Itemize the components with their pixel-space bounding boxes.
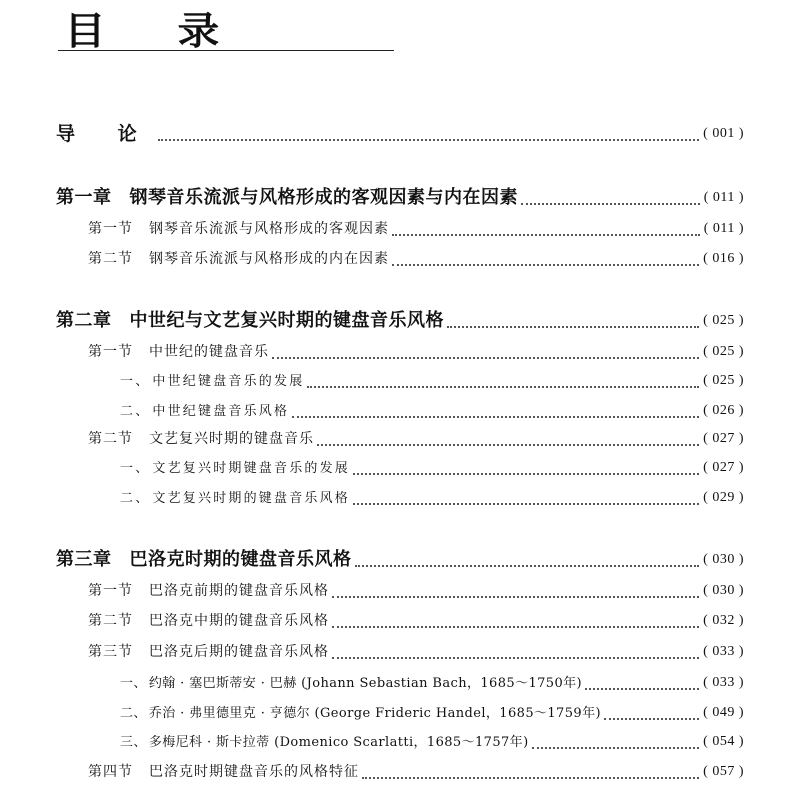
dot-leader — [353, 471, 699, 475]
toc-entry-title: 巴洛克中期的键盘音乐风格 — [149, 613, 329, 629]
dot-leader — [272, 355, 699, 359]
dot-leader — [521, 201, 700, 205]
toc-entry-number: 第一节 — [88, 221, 133, 237]
toc-entry-section[interactable] — [88, 609, 744, 633]
toc-entry-page-number: ( 025 ) — [703, 313, 744, 328]
toc-entry-number: 第四节 — [88, 764, 133, 780]
toc-entry-page-number: ( 029 ) — [703, 490, 744, 505]
toc-entry-title: 文艺复兴时期的键盘音乐 — [149, 431, 314, 447]
toc-entry-section[interactable] — [88, 640, 744, 664]
toc-entry-title: 约翰 · 塞巴斯蒂安 · 巴赫 (Johann Sebastian Bach，1685～1750年) — [148, 675, 583, 691]
toc-entry-label — [88, 614, 329, 628]
toc-entry-number: 第一节 — [88, 583, 133, 599]
toc-entry-number: 一、 — [120, 460, 151, 476]
toc-entry-page-number: ( 032 ) — [703, 613, 744, 628]
toc-entry-label — [88, 345, 269, 359]
toc-entry-page-number: ( 011 ) — [703, 190, 744, 205]
toc-entry-page-number: ( 016 ) — [703, 251, 744, 266]
toc-entry-label — [120, 462, 350, 475]
dot-leader — [332, 594, 699, 598]
toc-entry-page-number: ( 033 ) — [703, 644, 744, 659]
toc-entry-sub[interactable] — [120, 369, 744, 393]
toc-entry-title: 文艺复兴时期的键盘音乐风格 — [152, 490, 351, 506]
toc-entry-number: 第二节 — [88, 251, 133, 267]
toc-entry-title: 中世纪键盘音乐的发展 — [152, 373, 305, 389]
toc-entry-sub[interactable] — [120, 701, 744, 725]
toc-entry-page-number: ( 001 ) — [703, 126, 744, 141]
dot-leader — [604, 716, 699, 720]
toc-entry-intro[interactable] — [56, 122, 744, 146]
dot-leader — [362, 775, 699, 779]
toc-entry-title: 巴洛克后期的键盘音乐风格 — [149, 644, 329, 660]
toc-entry-label — [120, 492, 350, 505]
toc-entry-label — [120, 677, 582, 690]
dot-leader — [307, 384, 699, 388]
toc-entry-title: 导 论 — [56, 122, 155, 145]
toc-entry-label — [88, 252, 389, 266]
toc-entry-label — [120, 736, 529, 749]
toc-entry-sub[interactable] — [120, 399, 744, 423]
toc-entry-title: 中世纪与文艺复兴时期的键盘音乐风格 — [129, 310, 444, 331]
toc-entry-chapter[interactable] — [56, 186, 744, 210]
toc-entry-title: 钢琴音乐流派与风格形成的客观因素与内在因素 — [129, 187, 518, 208]
dot-leader — [447, 324, 699, 328]
toc-entry-title: 中世纪的键盘音乐 — [149, 344, 269, 360]
toc-entry-title: 乔治 · 弗里德里克 · 亨德尔 (George Frideric Handel，1685～1759年) — [148, 705, 601, 721]
dot-leader — [292, 414, 699, 418]
toc-entry-title: 文艺复兴时期键盘音乐的发展 — [152, 460, 351, 476]
toc-entry-page-number: ( 054 ) — [703, 734, 744, 749]
toc-entry-label — [56, 122, 155, 145]
toc-entry-label — [120, 707, 601, 720]
toc-entry-label — [56, 551, 352, 569]
toc-entry-section[interactable] — [88, 340, 744, 364]
toc-entry-number: 第二节 — [88, 613, 133, 629]
toc-entry-label — [88, 584, 329, 598]
toc-entry-sub[interactable] — [120, 730, 744, 754]
toc-entry-number: 第二章 — [56, 310, 112, 331]
toc-entry-number: 一、 — [120, 373, 151, 389]
toc-entry-number: 第三节 — [88, 644, 133, 660]
toc-entry-number: 第三章 — [56, 549, 112, 570]
toc-entry-chapter[interactable] — [56, 309, 744, 333]
toc-entry-label — [88, 222, 389, 236]
toc-entry-section[interactable] — [88, 427, 744, 451]
dot-leader — [392, 262, 699, 266]
title-underline — [58, 50, 394, 51]
dot-leader — [392, 232, 700, 236]
toc-entry-number: 三、 — [120, 734, 147, 750]
toc-entry-page-number: ( 025 ) — [703, 373, 744, 388]
toc-entry-label — [88, 645, 329, 659]
toc-entry-page-number: ( 033 ) — [703, 675, 744, 690]
toc-entry-number: 二、 — [120, 490, 151, 506]
toc-entry-title: 巴洛克时期键盘音乐的风格特征 — [149, 764, 359, 780]
dot-leader — [332, 655, 699, 659]
toc-entry-section[interactable] — [88, 217, 744, 241]
dot-leader — [532, 745, 700, 749]
toc-entry-number: 第二节 — [88, 431, 133, 447]
dot-leader — [355, 563, 700, 567]
toc-entry-page-number: ( 025 ) — [703, 344, 744, 359]
toc-entry-page-number: ( 027 ) — [703, 431, 744, 446]
toc-entry-page-number: ( 027 ) — [703, 460, 744, 475]
toc-entry-number: 一、 — [120, 675, 147, 691]
dot-leader — [353, 501, 699, 505]
toc-entry-title: 巴洛克时期的键盘音乐风格 — [129, 549, 352, 570]
dot-leader — [317, 442, 699, 446]
toc-entry-title: 钢琴音乐流派与风格形成的内在因素 — [149, 251, 389, 267]
toc-entry-label — [88, 432, 314, 446]
toc-entry-page-number: ( 026 ) — [703, 403, 744, 418]
toc-entry-page-number: ( 030 ) — [703, 552, 744, 567]
toc-entry-label — [120, 375, 304, 388]
dot-leader — [158, 137, 700, 141]
toc-entry-sub[interactable] — [120, 456, 744, 480]
toc-entry-sub[interactable] — [120, 486, 744, 510]
toc-entry-sub[interactable] — [120, 671, 744, 695]
toc-entry-title: 多梅尼科 · 斯卡拉蒂 (Domenico Scarlatti，1685～1757年) — [148, 734, 529, 750]
toc-entry-page-number: ( 049 ) — [703, 705, 744, 720]
toc-entry-label — [88, 765, 359, 779]
toc-entry-label — [56, 189, 518, 207]
toc-entry-page-number: ( 057 ) — [703, 764, 744, 779]
toc-entry-number: 二、 — [120, 705, 147, 721]
toc-entry-section[interactable] — [88, 760, 744, 784]
toc-entry-label — [120, 405, 289, 418]
toc-entry-title: 中世纪键盘音乐风格 — [152, 403, 290, 419]
toc-entry-number: 第一章 — [56, 187, 112, 208]
toc-entry-label — [56, 312, 444, 330]
toc-entry-page-number: ( 030 ) — [703, 583, 744, 598]
page-title: 目 录 — [64, 9, 248, 53]
toc-entry-section[interactable] — [88, 247, 744, 271]
toc-entry-title: 巴洛克前期的键盘音乐风格 — [149, 583, 329, 599]
toc-entry-title: 钢琴音乐流派与风格形成的客观因素 — [149, 221, 389, 237]
dot-leader — [585, 686, 699, 690]
dot-leader — [332, 624, 699, 628]
toc-entry-number: 第一节 — [88, 344, 133, 360]
toc-entry-section[interactable] — [88, 579, 744, 603]
toc-entry-page-number: ( 011 ) — [703, 221, 744, 236]
toc-entry-chapter[interactable] — [56, 548, 744, 572]
toc-entry-number: 二、 — [120, 403, 151, 419]
